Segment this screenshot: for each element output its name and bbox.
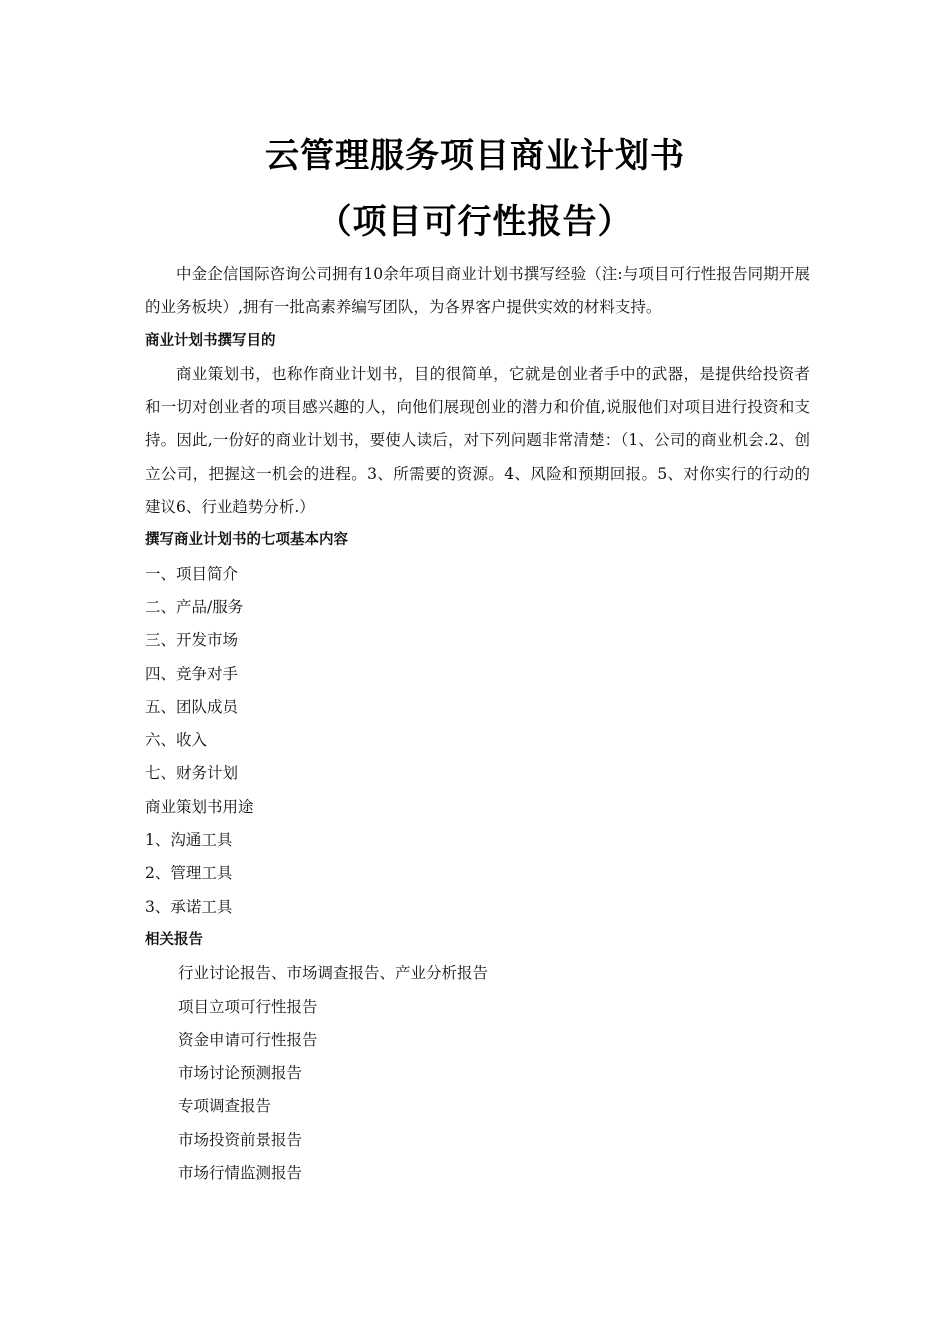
- related-item: 专项调查报告: [178, 1097, 272, 1116]
- document-subtitle: （项目可行性报告）: [317, 202, 633, 242]
- related-heading: 相关报告: [145, 931, 203, 948]
- related-item: 资金申请可行性报告: [178, 1030, 318, 1049]
- purpose-heading: 商业计划书撰写目的: [145, 332, 276, 349]
- contents-item: 四、竞争对手: [145, 664, 239, 683]
- related-item: 项目立项可行性报告: [178, 997, 318, 1016]
- related-item: 行业讨论报告、市场调查报告、产业分析报告: [178, 964, 489, 983]
- related-item: 市场讨论预测报告: [178, 1064, 303, 1083]
- document-title: 云管理服务项目商业计划书: [265, 136, 685, 176]
- contents-item: 七、财务计划: [145, 764, 239, 783]
- contents-item: 六、收入: [145, 731, 208, 750]
- usage-item: 2、管理工具: [145, 864, 233, 883]
- usage-item: 3、承诺工具: [145, 897, 233, 916]
- contents-item: 一、项目简介: [145, 564, 239, 583]
- contents-item: 二、产品/服务: [145, 597, 244, 616]
- document-body: [145, 258, 810, 1190]
- purpose-paragraph: 商业策划书，也称作商业计划书，目的很简单，它就是创业者手中的武器，是提供给投资者和一切对创业者的项目感兴趣的人，向他们展现创业的潜力和价值,说服他们对项目进行投资和支持。因此,一份好的商业计划书，要使人读后，对下列问题非常清楚：（1、公司的商业机会.2、创立公司，把握这一机会的进程。3、所需要的资源。4、风险和预期回报。5、对你实行的行动的建议6、行业趋势分析.）: [145, 364, 810, 517]
- related-item: 市场行情监测报告: [178, 1164, 303, 1183]
- related-item: 市场投资前景报告: [178, 1130, 303, 1149]
- contents-item: 五、团队成员: [145, 697, 239, 716]
- usage-item: 1、沟通工具: [145, 831, 233, 850]
- intro-paragraph: 中金企信国际咨询公司拥有10余年项目商业计划书撰写经验（注:与项目可行性报告同期开展的业务板块）,拥有一批高素养编写团队，为各界客户提供实效的材料支持。: [145, 265, 810, 317]
- contents-item: 三、开发市场: [145, 631, 239, 650]
- contents-heading: 撰写商业计划书的七项基本内容: [145, 532, 348, 549]
- usage-heading: 商业策划书用途: [145, 797, 254, 816]
